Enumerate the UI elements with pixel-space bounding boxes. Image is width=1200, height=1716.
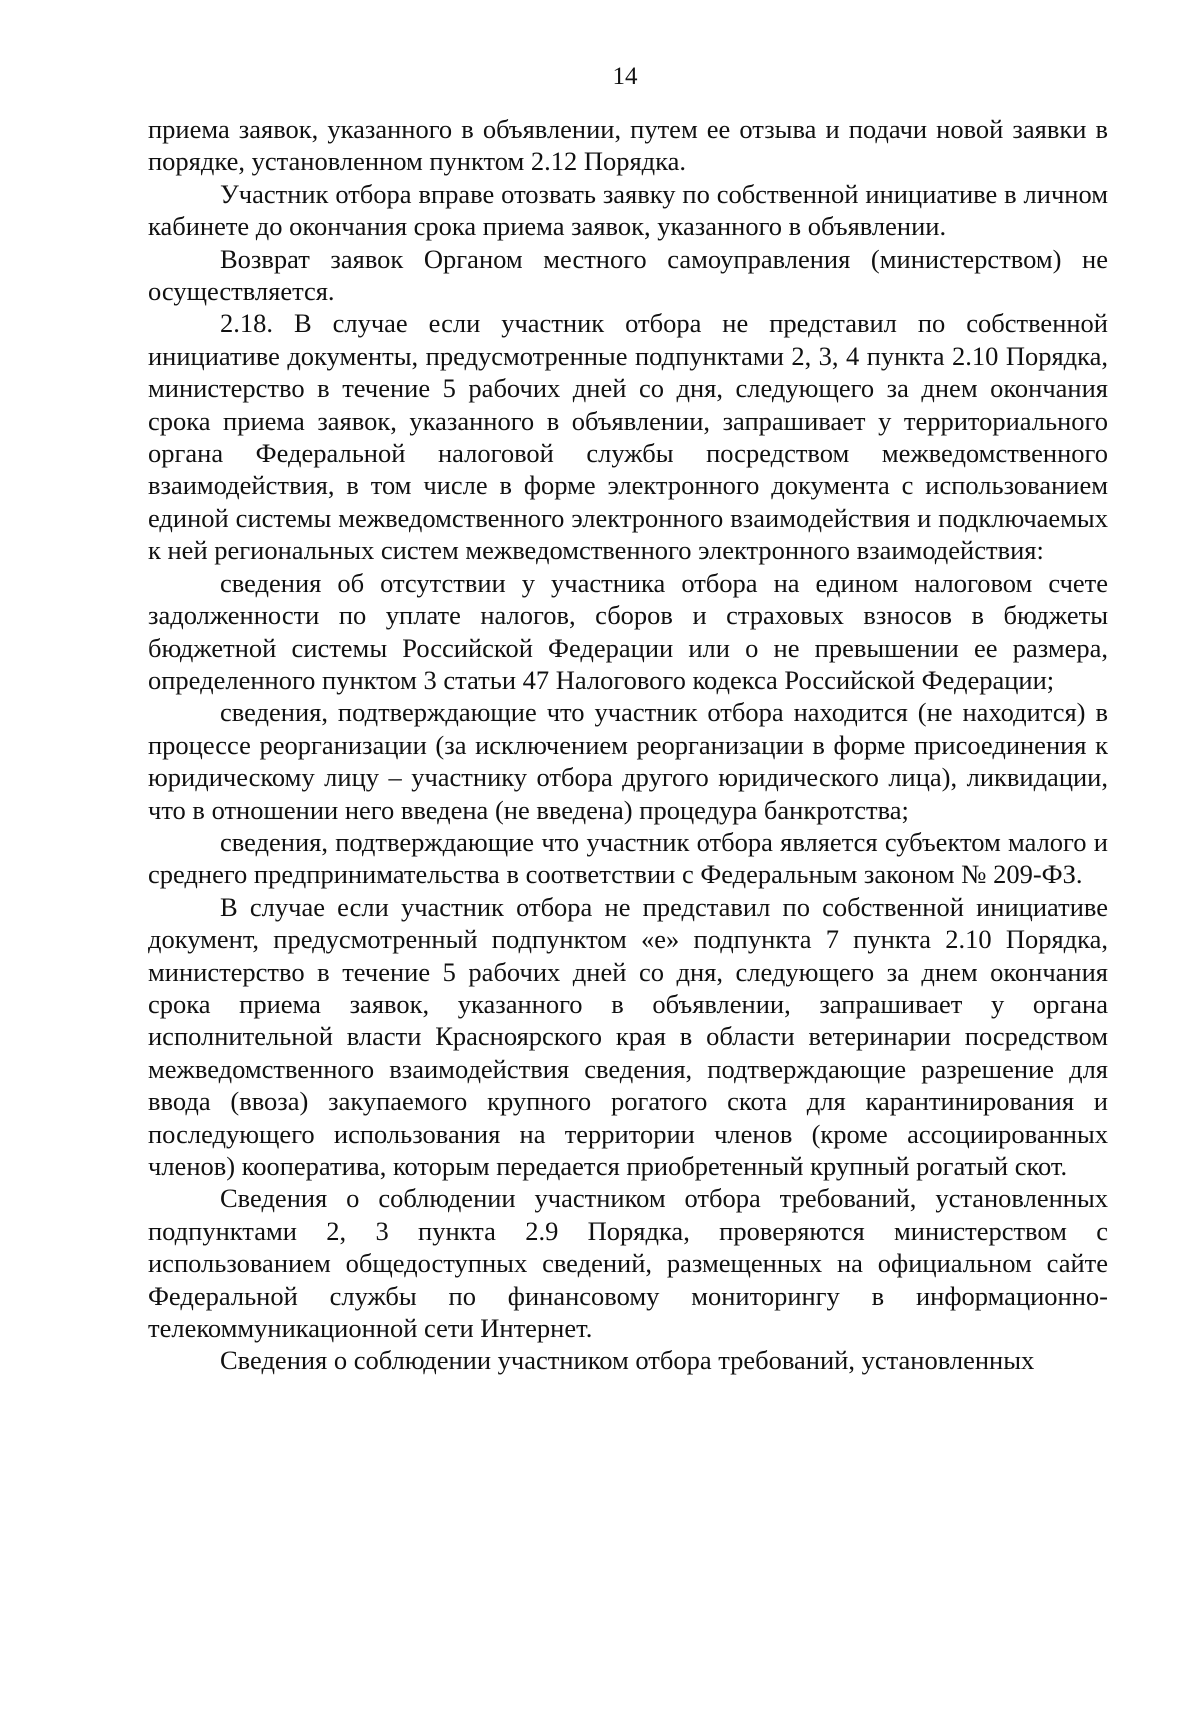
paragraph: Сведения о соблюдении участником отбора требований, установленных подпунктами 2, 3 пункта 2.9 Порядка, проверяются министерством с использованием общедоступных сведений, размещенных на официальном сайте Федеральной службы по финансовому мониторингу в информационно-телекоммуникационной сети Интернет.: [148, 1183, 1108, 1344]
paragraph-continuation: приема заявок, указанного в объявлении, путем ее отзыва и подачи новой заявки в порядке, установленном пунктом 2.12 Порядка.: [148, 114, 1108, 177]
paragraph-section-2-18: 2.18. В случае если участник отбора не представил по собственной инициативе документы, предусмотренные подпунктами 2, 3, 4 пункта 2.10 Порядка, министерство в течение 5 рабочих дней со дня, следующего за днем окончания срока приема заявок, указанного в объявлении, запрашивает у территориального органа Федеральной налоговой службы посредством межведомственного взаимодействия, в том числе в форме электронного документа с использованием единой системы межведомственного электронного взаимодействия и подключаемых к ней региональных систем межведомственного электронного взаимодействия:: [148, 308, 1108, 566]
paragraph: В случае если участник отбора не представил по собственной инициативе документ, предусмотренный подпунктом «е» подпункта 7 пункта 2.10 Порядка, министерство в течение 5 рабочих дней со дня, следующего за днем окончания срока приема заявок, указанного в объявлении, запрашивает у органа исполнительной власти Красноярского края в области ветеринарии посредством межведомственного взаимодействия сведения, подтверждающие разрешение для ввода (ввоза) закупаемого крупного рогатого скота для карантинирования и последующего использования на территории членов (кроме ассоциированных членов) кооператива, которым передается приобретенный крупный рогатый скот.: [148, 891, 1108, 1181]
list-item: сведения об отсутствии у участника отбора на едином налоговом счете задолженности по уплате налогов, сборов и страховых взносов в бюджеты бюджетной системы Российской Федерации или о не превышении ее размера, определенного пунктом 3 статьи 47 Налогового кодекса Российской Федерации;: [148, 567, 1108, 695]
paragraph: Возврат заявок Органом местного самоуправления (министерством) не осуществляется.: [148, 243, 1108, 307]
paragraph: Участник отбора вправе отозвать заявку по собственной инициативе в личном кабинете до окончания срока приема заявок, указанного в объявлении.: [148, 178, 1108, 242]
paragraph-truncated: Сведения о соблюдении участником отбора требований, установленных: [220, 1345, 1035, 1376]
list-item: сведения, подтверждающие что участник отбора находится (не находится) в процессе реорганизации (за исключением реорганизации в форме присоединения к юридическому лицу – участнику отбора другого юридического лица), ликвидации, что в отношении него введена (не введена) процедура банкротства;: [148, 697, 1108, 825]
list-item: сведения, подтверждающие что участник отбора является субъектом малого и среднего предпринимательства в соответствии с Федеральным законом № 209-ФЗ.: [148, 826, 1108, 890]
document-body: [148, 113, 1108, 1377]
page-number: 14: [612, 63, 638, 90]
